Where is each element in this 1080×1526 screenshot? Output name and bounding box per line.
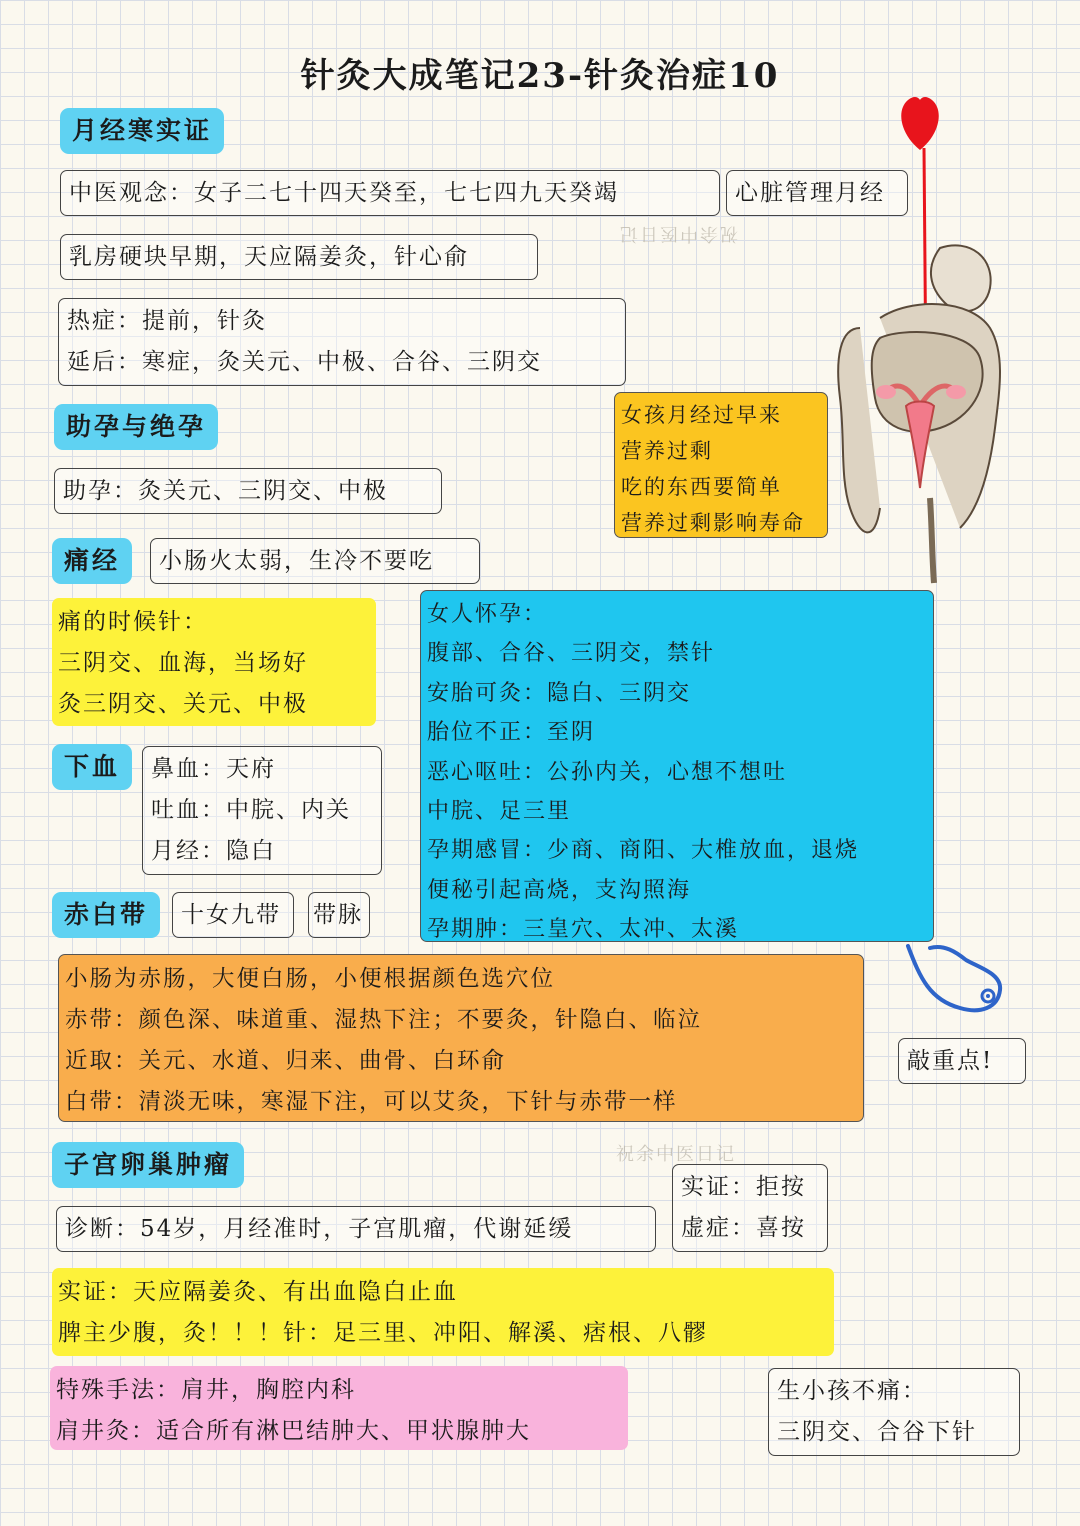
pregnancy-line: 孕期肿：三皇穴、太冲、太溪 [427, 917, 740, 943]
tcm-view-box: 中医观念：女子二七十四天癸至，七七四九天癸竭 [60, 170, 720, 216]
watermark: 祝余中医日记 [616, 1144, 736, 1165]
girls-note-line: 营养过剩 [621, 439, 713, 463]
header-tumor: 子宫卵巢肿瘤 [52, 1142, 244, 1188]
tumor-line: 脾主少腹，灸！！！针：足三里、冲阳、解溪、痞根、八髎 [58, 1320, 708, 1346]
excess-line: 实证：拒按 [681, 1174, 806, 1200]
header-leukorrhea: 赤白带 [52, 892, 160, 938]
special-line: 肩井灸：适合所有淋巴结肿大、甲状腺肿大 [56, 1418, 531, 1444]
intestine-uterus-illustration [820, 88, 1020, 598]
girls-note-box [614, 392, 828, 538]
pregnancy-line: 腹部、合谷、三阴交，禁针 [427, 641, 716, 667]
ghost-doodle-icon [900, 938, 1010, 1024]
leukorrhea-line: 白带：清淡无味，寒湿下注，可以艾灸，下针与赤带一样 [65, 1089, 678, 1115]
childbirth-line: 生小孩不痛： [777, 1378, 927, 1404]
dysmenorrhea-line: 痛的时候针： [58, 609, 208, 635]
tumor-line: 实证：天应隔姜灸、有出血隐白止血 [58, 1279, 458, 1305]
leukorrhea-line: 赤带：颜色深、味道重、湿热下注；不要灸，针隐白、临泣 [65, 1007, 703, 1033]
leukorrhea-box [58, 954, 864, 1122]
pregnancy-line: 安胎可灸：隐白、三阴交 [427, 680, 692, 706]
childbirth-line: 三阴交、合谷下针 [777, 1419, 977, 1445]
page-title: 针灸大成笔记23-针灸治症10 [300, 56, 780, 96]
leukorrhea-tag1: 十女九带 [172, 892, 294, 938]
key-point-box: 敲重点! [898, 1038, 1026, 1084]
pregnancy-line: 女人怀孕： [427, 602, 548, 627]
watermark: 祝余中医日记 [618, 223, 738, 244]
childbirth-box [768, 1368, 1020, 1456]
breast-box: 乳房硬块早期，天应隔姜灸，针心俞 [60, 234, 538, 280]
assist-box: 助孕：灸关元、三阴交、中极 [54, 468, 442, 514]
pregnancy-box [420, 590, 934, 942]
girls-note-line: 营养过剩影响寿命 [621, 511, 805, 535]
bleeding-box [142, 746, 382, 875]
special-box [50, 1366, 628, 1450]
header-bleeding: 下血 [52, 744, 132, 790]
bleeding-line: 吐血：中脘、内关 [151, 797, 351, 823]
heat-late-box [58, 298, 626, 386]
bleeding-line: 月经：隐白 [151, 838, 276, 864]
header-menstrual-cold: 月经寒实证 [60, 108, 224, 154]
leukorrhea-line: 近取：关元、水道、归来、曲骨、白环俞 [65, 1048, 507, 1074]
late-line: 延后：寒症，灸关元、中极、合谷、三阴交 [67, 349, 542, 375]
diagnosis-box: 诊断：54岁，月经准时，子宫肌瘤，代谢延缓 [56, 1206, 656, 1252]
pregnancy-line: 胎位不正：至阴 [427, 720, 596, 746]
tumor-treatment-box [52, 1268, 834, 1356]
deficiency-line: 虚症：喜按 [681, 1215, 806, 1241]
dysmenorrhea-line: 灸三阴交、关元、中极 [58, 691, 308, 717]
pregnancy-line: 便秘引起高烧，支沟照海 [427, 877, 692, 903]
heart-icon [901, 97, 939, 150]
heat-line: 热症：提前，针灸 [67, 308, 267, 334]
leukorrhea-tag2: 带脉 [308, 892, 370, 938]
excess-deficiency-box [672, 1164, 828, 1252]
pregnancy-line: 中脘、足三里 [427, 799, 572, 825]
dysmenorrhea-box [52, 598, 376, 726]
header-fertility: 助孕与绝孕 [54, 404, 218, 450]
header-dysmenorrhea: 痛经 [52, 538, 132, 584]
bleeding-line: 鼻血：天府 [151, 756, 276, 782]
pregnancy-line: 恶心呕吐：公孙内关，心想不想吐 [427, 759, 788, 785]
girls-note-line: 吃的东西要简单 [621, 475, 782, 499]
pregnancy-line: 孕期感冒：少商、商阳、大椎放血，退烧 [427, 838, 860, 864]
dysmenorrhea-note: 小肠火太弱，生冷不要吃 [150, 538, 480, 584]
heart-manage-box: 心脏管理月经 [726, 170, 908, 216]
leukorrhea-line: 小肠为赤肠，大便白肠，小便根据颜色选穴位 [65, 966, 556, 992]
dysmenorrhea-line: 三阴交、血海，当场好 [58, 650, 308, 676]
special-line: 特殊手法：肩井，胸腔内科 [56, 1377, 356, 1403]
girls-note-line: 女孩月经过早来 [621, 403, 782, 427]
